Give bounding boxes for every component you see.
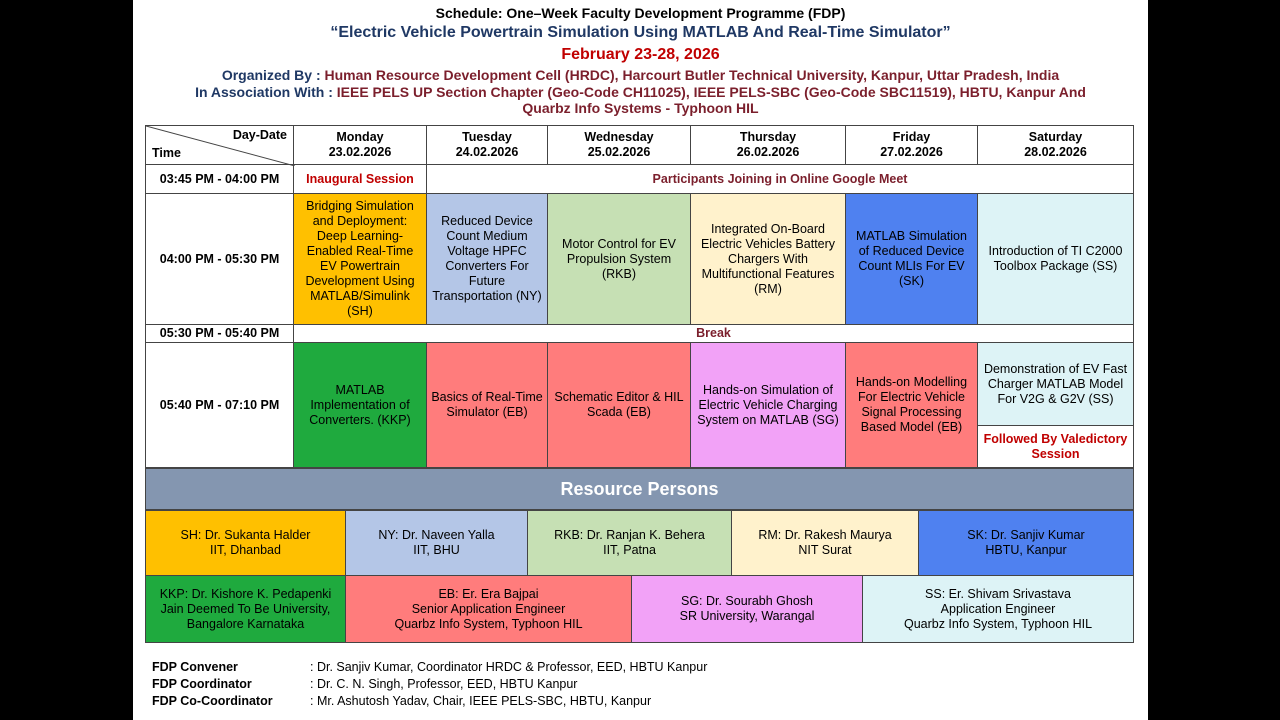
organized-by	[133, 67, 1148, 83]
inaugural-session: Inaugural Session	[293, 164, 427, 194]
schedule-title: Schedule: One–Week Faculty Development Programme (FDP)	[435, 5, 846, 21]
session-mon-2: MATLAB Implementation of Converters. (KKP)	[293, 342, 427, 468]
resource-person-rm	[731, 510, 919, 576]
day-header-monday	[293, 125, 427, 165]
footer-label: FDP Coordinator	[152, 677, 252, 691]
schedule-page	[133, 0, 1148, 720]
rp-institution: IIT, Dhanbad	[210, 543, 281, 557]
association-line2: Quarbz Info Systems - Typhoon HIL	[522, 100, 759, 116]
day-date: 23.02.2026	[328, 145, 392, 159]
rp-name: SH: Dr. Sukanta Halder	[180, 528, 311, 542]
session-fri-1: MATLAB Simulation of Reduced Device Count MLIs For EV (SK)	[845, 193, 978, 325]
day-name: Friday	[892, 130, 931, 144]
resource-person-ss	[862, 575, 1134, 643]
footer-value: : Dr. C. N. Singh, Professor, EED, HBTU Kanpur	[310, 677, 578, 691]
footer-label: FDP Co-Coordinator	[152, 694, 273, 708]
footer-value: : Dr. Sanjiv Kumar, Coordinator HRDC & Professor, EED, HBTU Kanpur	[310, 660, 708, 674]
resource-persons-banner: Resource Persons	[145, 468, 1134, 510]
rp-name: SK: Dr. Sanjiv Kumar	[967, 528, 1085, 542]
rp-name: RKB: Dr. Ranjan K. Behera	[554, 528, 705, 542]
time-slot-3: 05:30 PM - 05:40 PM	[145, 324, 294, 343]
session-wed-2: Schematic Editor & HIL Scada (EB)	[547, 342, 691, 468]
day-date: 27.02.2026	[880, 145, 943, 159]
session-thu-2: Hands-on Simulation of Electric Vehicle Charging System on MATLAB (SG)	[690, 342, 846, 468]
day-header-wednesday	[547, 125, 691, 165]
footer-value: : Mr. Ashutosh Yadav, Chair, IEEE PELS-SBC, HBTU, Kanpur	[310, 694, 652, 708]
rp-name: KKP: Dr. Kishore K. Pedapenki	[159, 586, 332, 601]
day-header-friday	[845, 125, 978, 165]
rp-name: RM: Dr. Rakesh Maurya	[758, 528, 892, 542]
valedictory-session: Followed By Valedictory Session	[977, 425, 1134, 468]
resource-person-sk	[918, 510, 1134, 576]
session-sat-2: Demonstration of EV Fast Charger MATLAB Model For V2G & G2V (SS)	[977, 342, 1134, 426]
rp-designation: Senior Application Engineer	[411, 601, 566, 616]
resource-person-eb	[345, 575, 632, 643]
day-date: 25.02.2026	[587, 145, 651, 159]
day-header-saturday	[977, 125, 1134, 165]
resource-person-kkp	[145, 575, 346, 643]
day-date: 28.02.2026	[1024, 145, 1087, 159]
rp-institution: HBTU, Kanpur	[985, 543, 1067, 557]
time-slot-2: 04:00 PM - 05:30 PM	[145, 193, 294, 325]
association-label: In Association With :	[195, 84, 333, 100]
rp-institution: Quarbz Info System, Typhoon HIL	[394, 616, 583, 631]
resource-person-sg	[631, 575, 863, 643]
time-slot-4: 05:40 PM - 07:10 PM	[145, 342, 294, 468]
association-value: IEEE PELS UP Section Chapter (Geo-Code CH11025), IEEE PELS-SBC (Geo-Code SBC11519), HBTU, Kanpur And	[336, 84, 1086, 100]
resource-person-sh	[145, 510, 346, 576]
association	[133, 84, 1148, 100]
programme-title: “Electric Vehicle Powertrain Simulation Using MATLAB And Real-Time Simulator”	[330, 24, 951, 41]
organized-value: Human Resource Development Cell (HRDC), Harcourt Butler Technical University, Kanpur, Uttar Pradesh, India	[324, 67, 1060, 83]
rp-name: SG: Dr. Sourabh Ghosh	[680, 594, 813, 608]
resource-person-rkb	[527, 510, 732, 576]
rp-location: Bangalore Karnataka	[186, 616, 305, 631]
footer-label: FDP Convener	[152, 660, 238, 674]
session-tue-2: Basics of Real-Time Simulator (EB)	[426, 342, 548, 468]
rp-designation: Application Engineer	[940, 601, 1056, 616]
day-date: 24.02.2026	[455, 145, 519, 159]
rp-institution: SR University, Warangal	[679, 609, 815, 623]
day-name: Saturday	[1028, 130, 1083, 144]
participants-joining: Participants Joining in Online Google Meet	[426, 164, 1134, 194]
rp-institution: NIT Surat	[798, 543, 852, 557]
rp-institution: Quarbz Info System, Typhoon HIL	[903, 616, 1093, 631]
rp-name: NY: Dr. Naveen Yalla	[378, 528, 495, 542]
organized-label: Organized By :	[221, 67, 321, 83]
time-slot-1: 03:45 PM - 04:00 PM	[145, 164, 294, 194]
session-thu-1: Integrated On-Board Electric Vehicles Battery Chargers With Multifunctional Features (RM)	[690, 193, 846, 325]
session-tue-1: Reduced Device Count Medium Voltage HPFC Converters For Future Transportation (NY)	[426, 193, 548, 325]
corner-daydate: Day-Date	[232, 128, 287, 142]
corner-time: Time	[152, 146, 181, 160]
session-sat-1: Introduction of TI C2000 Toolbox Package (SS)	[977, 193, 1134, 325]
rp-institution: IIT, Patna	[603, 543, 656, 557]
rp-name: EB: Er. Era Bajpai	[438, 586, 539, 601]
rp-name: SS: Er. Shivam Srivastava	[925, 586, 1071, 601]
rp-institution: IIT, BHU	[413, 543, 460, 557]
resource-person-ny	[345, 510, 528, 576]
day-name: Wednesday	[584, 130, 654, 144]
day-header-thursday	[690, 125, 846, 165]
programme-dates: February 23-28, 2026	[561, 46, 720, 63]
day-name: Monday	[336, 130, 384, 144]
day-name: Thursday	[739, 130, 797, 144]
session-wed-1: Motor Control for EV Propulsion System (RKB)	[547, 193, 691, 325]
rp-institution: Jain Deemed To Be University,	[160, 601, 331, 616]
day-name: Tuesday	[462, 130, 512, 144]
day-header-tuesday	[426, 125, 548, 165]
table-corner	[145, 125, 294, 165]
session-fri-2: Hands-on Modelling For Electric Vehicle Signal Processing Based Model (EB)	[845, 342, 978, 468]
day-date: 26.02.2026	[736, 145, 800, 159]
session-mon-1: Bridging Simulation and Deployment: Deep Learning-Enabled Real-Time EV Powertrain Development Using MATLAB/Simulink (SH)	[293, 193, 427, 325]
break-row: Break	[293, 324, 1134, 343]
